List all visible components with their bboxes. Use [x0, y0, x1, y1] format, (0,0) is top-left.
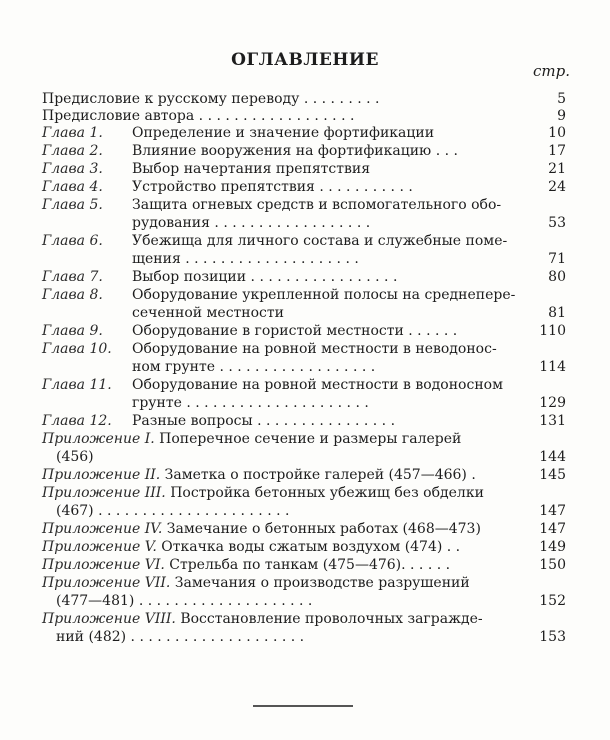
toc-entry — [42, 376, 574, 412]
appendix-text: Восстановление проволочных загражде- — [180, 611, 483, 627]
toc-entry-line — [42, 574, 574, 592]
toc-entry — [42, 90, 574, 108]
appendix-continuation: (467) . . . . . . . . . . . . . . . . . . . . . . — [56, 503, 290, 519]
appendix-title — [42, 520, 514, 538]
toc-entry — [42, 232, 574, 268]
bottom-rule — [253, 705, 353, 707]
page-number: 147 — [539, 503, 566, 519]
chapter-title: Выбор позиции . . . . . . . . . . . . . . . . . — [132, 269, 398, 285]
chapter-title: Оборудование на ровной местности в неводонос- — [132, 341, 497, 357]
page-number: 152 — [539, 593, 566, 609]
page-number: 5 — [557, 91, 566, 107]
chapter-label: Глава 3. — [42, 161, 103, 177]
appendix-continuation: (477—481) . . . . . . . . . . . . . . . . . . . . — [56, 593, 313, 609]
page-number: 110 — [539, 323, 566, 339]
chapter-label: Глава 6. — [42, 233, 103, 249]
appendix-title — [42, 430, 514, 448]
page-number: 149 — [539, 539, 566, 555]
toc-entry-line — [42, 628, 574, 646]
appendix-title — [42, 574, 514, 592]
page-number: 145 — [539, 467, 566, 483]
page-number: 114 — [539, 359, 566, 375]
appendix-label: Приложение III. — [42, 485, 171, 501]
chapter-title: сеченной местности — [132, 305, 284, 321]
toc-entry-line — [42, 268, 574, 286]
page-number: 17 — [548, 143, 566, 159]
chapter-label: Глава 7. — [42, 269, 103, 285]
appendix-label: Приложение II. — [42, 467, 165, 483]
toc-entry — [42, 268, 574, 286]
chapter-title: Оборудование в гористой местности . . . . . . — [132, 323, 458, 339]
chapter-label: Глава 11. — [42, 377, 112, 393]
toc-entry-line — [42, 412, 574, 430]
chapter-title: ном грунте . . . . . . . . . . . . . . . . . . — [132, 359, 376, 375]
appendix-title — [42, 538, 514, 556]
toc-entry — [42, 430, 574, 466]
toc-entry-line — [42, 376, 574, 394]
toc-entry-line — [42, 160, 574, 178]
page-number: 81 — [548, 305, 566, 321]
toc-entry-line — [42, 90, 574, 108]
toc-entry-line — [42, 484, 574, 502]
toc-entry — [42, 196, 574, 232]
chapter-title: Разные вопросы . . . . . . . . . . . . . . . . — [132, 413, 396, 429]
chapter-label: Глава 10. — [42, 341, 112, 357]
toc-entry — [42, 610, 574, 646]
preface-title: Предисловие автора . . . . . . . . . . . . . . . . . . — [42, 108, 355, 124]
appendix-label: Приложение V. — [42, 539, 162, 555]
toc-entry-line — [42, 286, 574, 304]
toc-entry — [42, 556, 574, 574]
toc-entry — [42, 160, 574, 178]
appendix-continuation: (456) — [56, 449, 94, 465]
appendix-title — [42, 556, 514, 574]
appendix-label: Приложение I. — [42, 431, 160, 447]
chapter-label: Глава 5. — [42, 197, 103, 213]
chapter-label: Глава 12. — [42, 413, 112, 429]
toc-entry-line — [42, 430, 574, 448]
appendix-text: Замечания о производстве разрушений — [174, 575, 470, 591]
toc-entry-line — [42, 466, 574, 484]
preface-title: Предисловие к русскому переводу . . . . . . . . . — [42, 91, 380, 107]
page-number: 131 — [539, 413, 566, 429]
toc-entry-line — [42, 250, 574, 268]
toc-entry-line — [42, 322, 574, 340]
appendix-label: Приложение IV. — [42, 521, 167, 537]
toc-entry-line — [42, 556, 574, 574]
page-title: ОГЛАВЛЕНИЕ — [231, 50, 379, 70]
chapter-title: Оборудование укрепленной полосы на среднепере- — [132, 287, 516, 303]
page-number: 153 — [539, 629, 566, 645]
appendix-label: Приложение VIII. — [42, 611, 181, 627]
page-column-label: стр. — [533, 62, 570, 80]
toc-entry — [42, 340, 574, 376]
toc-entry — [42, 412, 574, 430]
page-number: 144 — [539, 449, 566, 465]
chapter-label: Глава 4. — [42, 179, 103, 195]
appendix-text: Замечание о бетонных работах (468—473) — [166, 521, 481, 537]
chapter-title: Влияние вооружения на фортификацию . . . — [132, 143, 458, 159]
toc-entry — [42, 142, 574, 160]
chapter-label: Глава 9. — [42, 323, 103, 339]
toc-entry-line — [42, 394, 574, 412]
chapter-title: Определение и значение фортификации — [132, 125, 435, 141]
toc-entry-line — [42, 142, 574, 160]
page-number: 129 — [539, 395, 566, 411]
page-number: 71 — [548, 251, 566, 267]
toc-entry — [42, 322, 574, 340]
toc-entry — [42, 178, 574, 196]
appendix-title — [42, 610, 514, 628]
toc-entry-line — [42, 340, 574, 358]
chapter-label: Глава 1. — [42, 125, 103, 141]
toc-entry-line — [42, 610, 574, 628]
chapter-label: Глава 8. — [42, 287, 103, 303]
chapter-label: Глава 2. — [42, 143, 103, 159]
appendix-label: Приложение VI. — [42, 557, 170, 573]
toc-entry — [42, 484, 574, 520]
appendix-label: Приложение VII. — [42, 575, 175, 591]
toc-entry-line — [42, 448, 574, 466]
page-number: 9 — [557, 108, 566, 124]
appendix-text: Откачка воды сжатым воздухом (474) . . — [161, 539, 461, 555]
toc-entry-line — [42, 124, 574, 142]
toc-entry — [42, 286, 574, 322]
toc-entry-line — [42, 196, 574, 214]
toc-entry-line — [42, 538, 574, 556]
toc-entry-line — [42, 178, 574, 196]
chapter-title: Оборудование на ровной местности в водоносном — [132, 377, 503, 393]
toc-entry — [42, 538, 574, 556]
toc-entry — [42, 520, 574, 538]
toc-entry-line — [42, 107, 574, 125]
chapter-title: грунте . . . . . . . . . . . . . . . . . . . . . — [132, 395, 369, 411]
toc-entry-line — [42, 232, 574, 250]
chapter-title: Защита огневых средств и вспомогательного обо- — [132, 197, 502, 213]
page-number: 24 — [548, 179, 566, 195]
toc-entry-line — [42, 520, 574, 538]
toc-entry — [42, 574, 574, 610]
page-number: 10 — [548, 125, 566, 141]
toc-entry-line — [42, 502, 574, 520]
page-number: 21 — [548, 161, 566, 177]
appendix-text: Стрельба по танкам (475—476). . . . . . — [169, 557, 451, 573]
appendix-text: Заметка о постройке галерей (457—466) . — [164, 467, 476, 483]
page-number: 150 — [539, 557, 566, 573]
appendix-title — [42, 466, 514, 484]
chapter-title: рудования . . . . . . . . . . . . . . . . . . — [132, 215, 371, 231]
chapter-title: Убежища для личного состава и служебные поме- — [132, 233, 508, 249]
toc-entry — [42, 466, 574, 484]
appendix-continuation: ний (482) . . . . . . . . . . . . . . . . . . . . — [56, 629, 305, 645]
chapter-title: щения . . . . . . . . . . . . . . . . . . . . — [132, 251, 359, 267]
toc-entry-line — [42, 592, 574, 610]
page-number: 147 — [539, 521, 566, 537]
toc-entry-line — [42, 214, 574, 232]
appendix-text: Постройка бетонных убежищ без обделки — [170, 485, 484, 501]
page-number: 80 — [548, 269, 566, 285]
toc-entry — [42, 124, 574, 142]
page-number: 53 — [548, 215, 566, 231]
chapter-title: Выбор начертания препятствия — [132, 161, 371, 177]
appendix-title — [42, 484, 514, 502]
toc-entry-line — [42, 304, 574, 322]
toc-entry-line — [42, 358, 574, 376]
toc-entry — [42, 107, 574, 125]
appendix-text: Поперечное сечение и размеры галерей — [159, 431, 462, 447]
chapter-title: Устройство препятствия . . . . . . . . . . . — [132, 179, 413, 195]
